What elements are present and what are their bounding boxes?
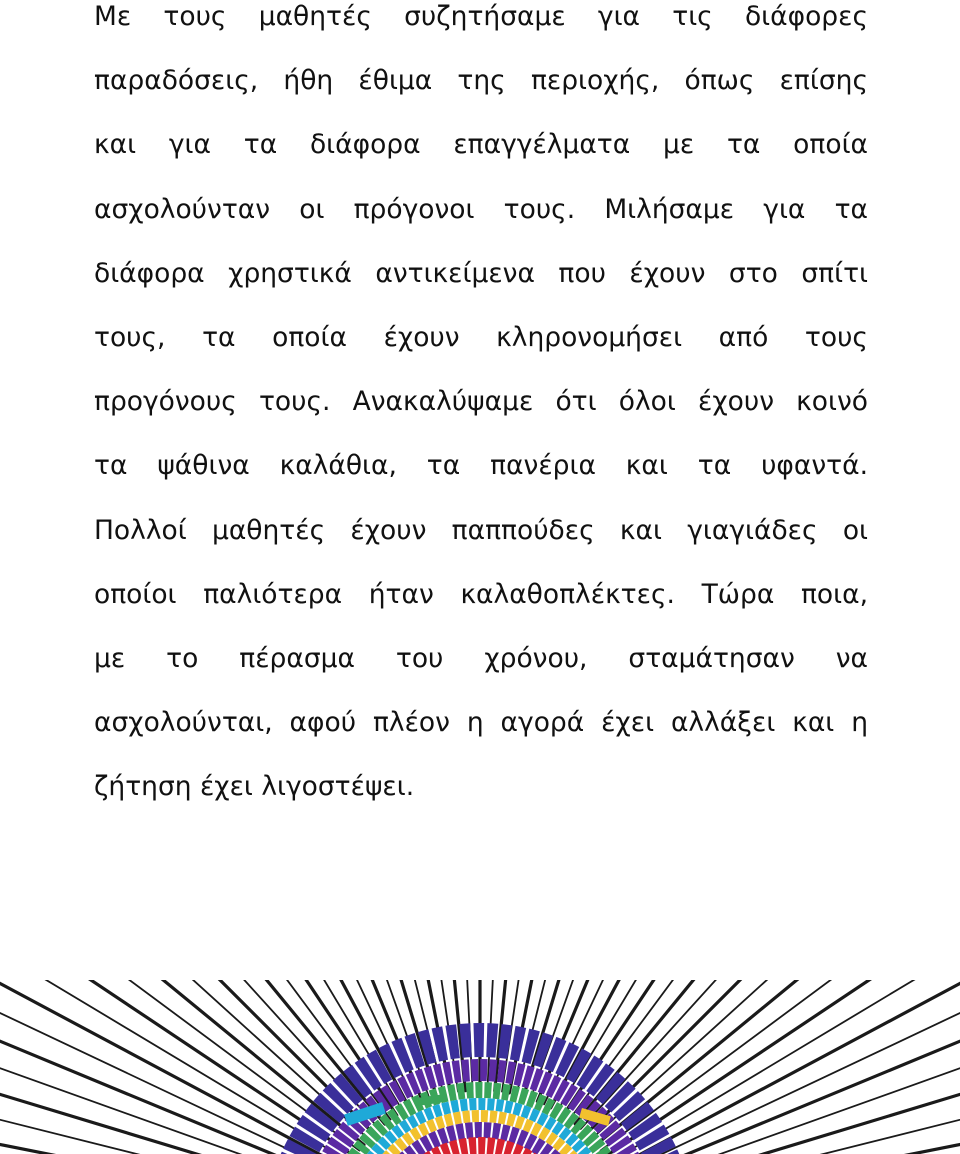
paragraph-line-1: Με τους μαθητές συζητήσαμε για τις διάφορες: [94, 1, 868, 32]
woven-basket-illustration: [0, 980, 960, 1154]
paragraph-line-12: ασχολούνται, αφού πλέον η αγορά έχει αλλάξει και η: [94, 707, 868, 739]
basket-spoke: [624, 1077, 960, 1154]
paragraph-line-10: οποίοι παλιότερα ήταν καλαθοπλέκτες. Τώρα ποια,: [94, 578, 868, 610]
paragraph-line-4: ασχολούνταν οι πρόγονοι τους. Μιλήσαμε για τα: [94, 193, 868, 225]
woven-basket-image: [0, 980, 960, 1154]
basket-spoke: [0, 1077, 336, 1154]
paragraph-line-9: Πολλοί μαθητές έχουν παππούδες και γιαγιάδες οι: [94, 514, 868, 546]
paragraph-line-13: ζήτηση έχει λιγοστέψει.: [94, 771, 415, 803]
body-paragraph: [94, 0, 868, 819]
basket-spoke: [596, 980, 913, 1145]
paragraph-line-7: προγόνους τους. Ανακαλύψαμε ότι όλοι έχουν κοινό: [94, 386, 868, 418]
paragraph-line-6: τους, τα οποία έχουν κληρονομήσει από τους: [94, 321, 868, 353]
paragraph-line-8: τα ψάθινα καλάθια, τα πανέρια και τα υφαντά.: [94, 450, 868, 482]
paragraph-line-5: διάφορα χρηστικά αντικείμενα που έχουν στο σπίτι: [94, 257, 868, 289]
paragraph-line-11: με το πέρασμα του χρόνου, σταμάτησαν να: [94, 642, 868, 674]
basket-spoke: [0, 980, 351, 1154]
basket-spoke: [0, 1026, 341, 1154]
basket-spoke: [619, 1026, 960, 1154]
paragraph-line-3: και για τα διάφορα επαγγέλματα με τα οποία: [94, 129, 868, 161]
paragraph-line-2: παραδόσεις, ήθη έθιμα της περιοχής, όπως επίσης: [94, 65, 868, 97]
